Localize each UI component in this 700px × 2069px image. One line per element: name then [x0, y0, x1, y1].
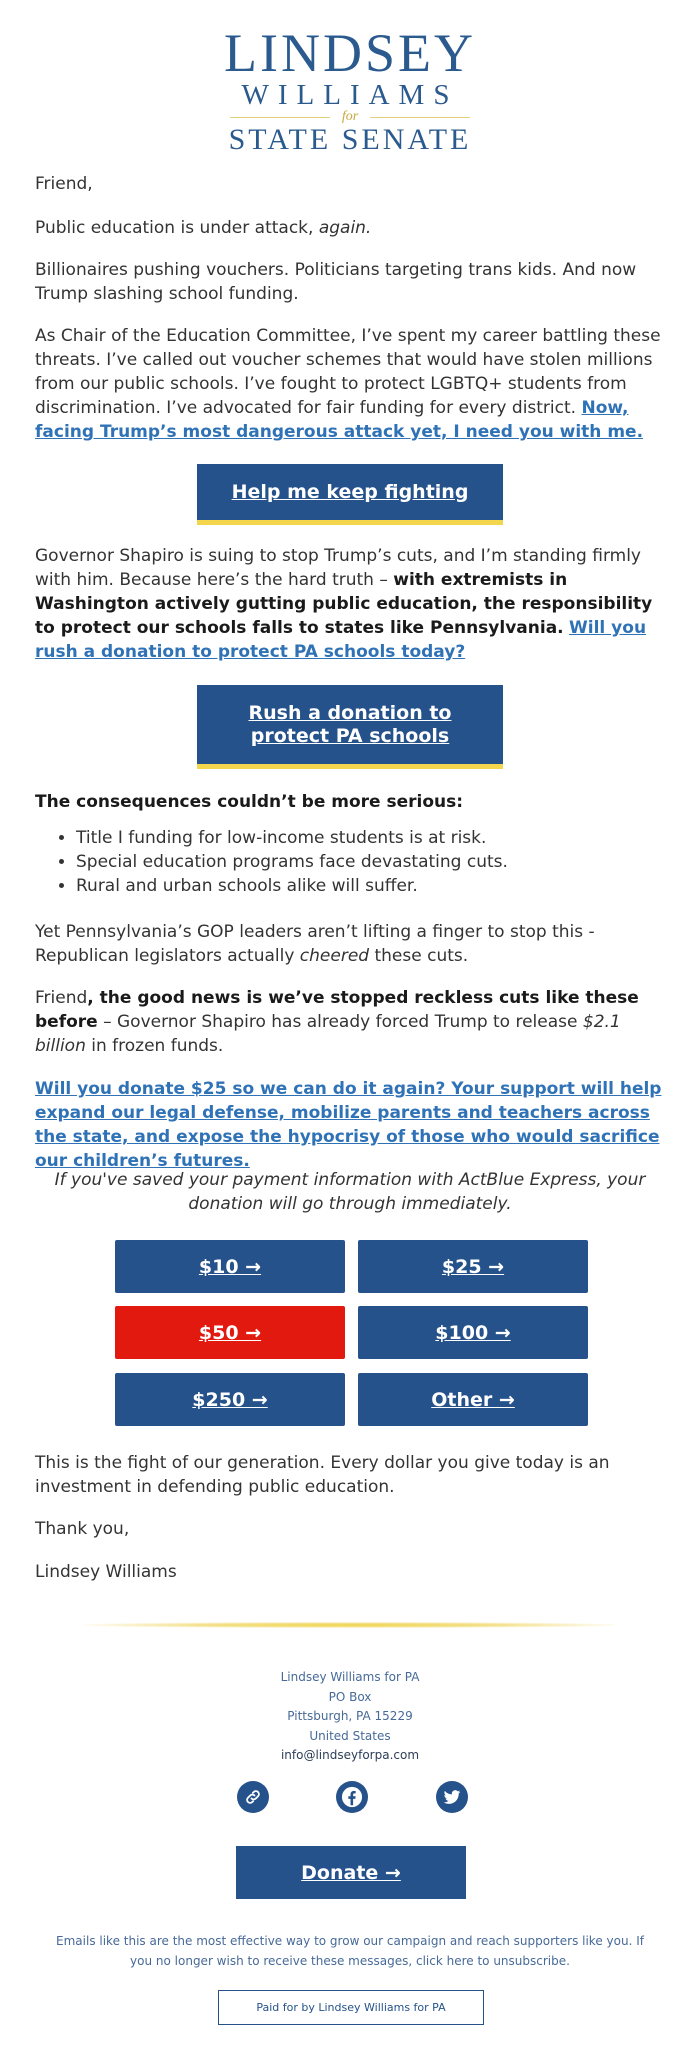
donate-100-button[interactable]: $100 → [358, 1306, 588, 1359]
footer-org: Lindsey Williams for PA [280, 1670, 420, 1684]
unsubscribe-link[interactable]: Emails like this are the most effective way to grow our campaign and reach supporters like you. If you no longer wish to receive these messages, click here to unsubscribe. [56, 1934, 644, 1968]
signature: Lindsey Williams [35, 1562, 177, 1582]
list-item: • Special education programs face devastating cuts. [76, 850, 656, 874]
unsubscribe-note [45, 1931, 655, 1971]
footer-donate-button[interactable]: Donate → [236, 1846, 466, 1899]
link-need-you[interactable]: Now, facing Trump’s most dangerous attack yet, I need you with me. [35, 398, 644, 442]
paragraph-chair: As Chair of the Education Committee, I’ve spent my career battling these threats. I’ve called out voucher schemes that would have stolen millions from our public schools. I’ve fought to protect LGBTQ+ students from discrimination. I’ve advocated for fair funding for every district. Now, facing Trump’s most dangerous attack yet, I need you with me. [35, 326, 661, 442]
logo-line-for: for [230, 110, 470, 124]
signoff: Thank you, [35, 1519, 130, 1539]
greeting: Friend, [35, 174, 93, 194]
donate-other-button[interactable]: Other → [358, 1373, 588, 1426]
footer-box: PO Box [328, 1689, 372, 1704]
donate-250-button[interactable]: $250 → [115, 1373, 345, 1426]
paid-for-box: Paid for by Lindsey Williams for PA [218, 1990, 484, 2025]
paragraph-gop: Yet Pennsylvania’s GOP leaders aren’t lifting a finger to stop this - Republican legislators actually cheered these cuts. [35, 922, 595, 966]
list-item: • Rural and urban schools alike will suffer. [76, 874, 656, 898]
paragraph-consequences: The consequences couldn’t be more serious: [35, 792, 464, 812]
paragraph-billionaires: Billionaires pushing vouchers. Politicians targeting trans kids. And now Trump slashing school funding. [35, 260, 637, 304]
rush-donation-button[interactable]: Rush a donation to protect PA schools [197, 685, 503, 769]
paragraph-good-news: Friend, the good news is we’ve stopped reckless cuts like these before – Governor Shapiro has already forced Trump to release $2.1 billion in frozen funds. [35, 988, 639, 1056]
twitter-icon[interactable] [436, 1781, 468, 1813]
link-donate-25[interactable]: Will you donate $25 so we can do it again? Your support will help expand our legal defense, mobilize parents and teachers across the state, and expose the hypocrisy of those who would sacrifice our children’s futures. [35, 1079, 662, 1171]
paragraph-attack: Public education is under attack, again. [35, 218, 372, 238]
footer-divider [85, 1622, 615, 1628]
footer-email-link[interactable]: info@lindseyforpa.com [280, 1748, 420, 1762]
consequences-list [76, 826, 656, 898]
donate-10-button[interactable]: $10 → [115, 1240, 345, 1293]
donate-25-button[interactable]: $25 → [358, 1240, 588, 1293]
footer-address [0, 1668, 700, 1766]
campaign-logo [0, 23, 700, 156]
link-icon[interactable] [237, 1781, 269, 1813]
paragraph-shapiro: Governor Shapiro is suing to stop Trump’s cuts, and I’m standing firmly with him. Because here’s the hard truth – with extremists in Washington actively gutting public education, the responsibility to protect our schools falls to states like Pennsylvania. Will you rush a donation to protect PA schools today? [35, 546, 653, 662]
logo-line-name: LINDSEY [224, 23, 476, 83]
paragraph-fight: This is the fight of our generation. Every dollar you give today is an investment in defending public education. [35, 1453, 610, 1497]
paragraph-donate-ask [35, 1077, 665, 1173]
facebook-icon[interactable] [336, 1781, 368, 1813]
list-item: • Title I funding for low-income students is at risk. [76, 826, 656, 850]
logo-line-surname: WILLIAMS [241, 79, 459, 111]
footer-country: United States [309, 1728, 391, 1743]
donate-50-button[interactable]: $50 → [115, 1306, 345, 1359]
logo-line-office: STATE SENATE [228, 123, 472, 156]
link-rush-donation[interactable]: Will you rush a donation to protect PA schools today? [35, 618, 647, 662]
actblue-note: If you've saved your payment information with ActBlue Express, your donation will go through immediately. [54, 1170, 646, 1214]
help-keep-fighting-button[interactable]: Help me keep fighting [197, 464, 503, 525]
footer-city: Pittsburgh, PA 15229 [287, 1709, 413, 1723]
